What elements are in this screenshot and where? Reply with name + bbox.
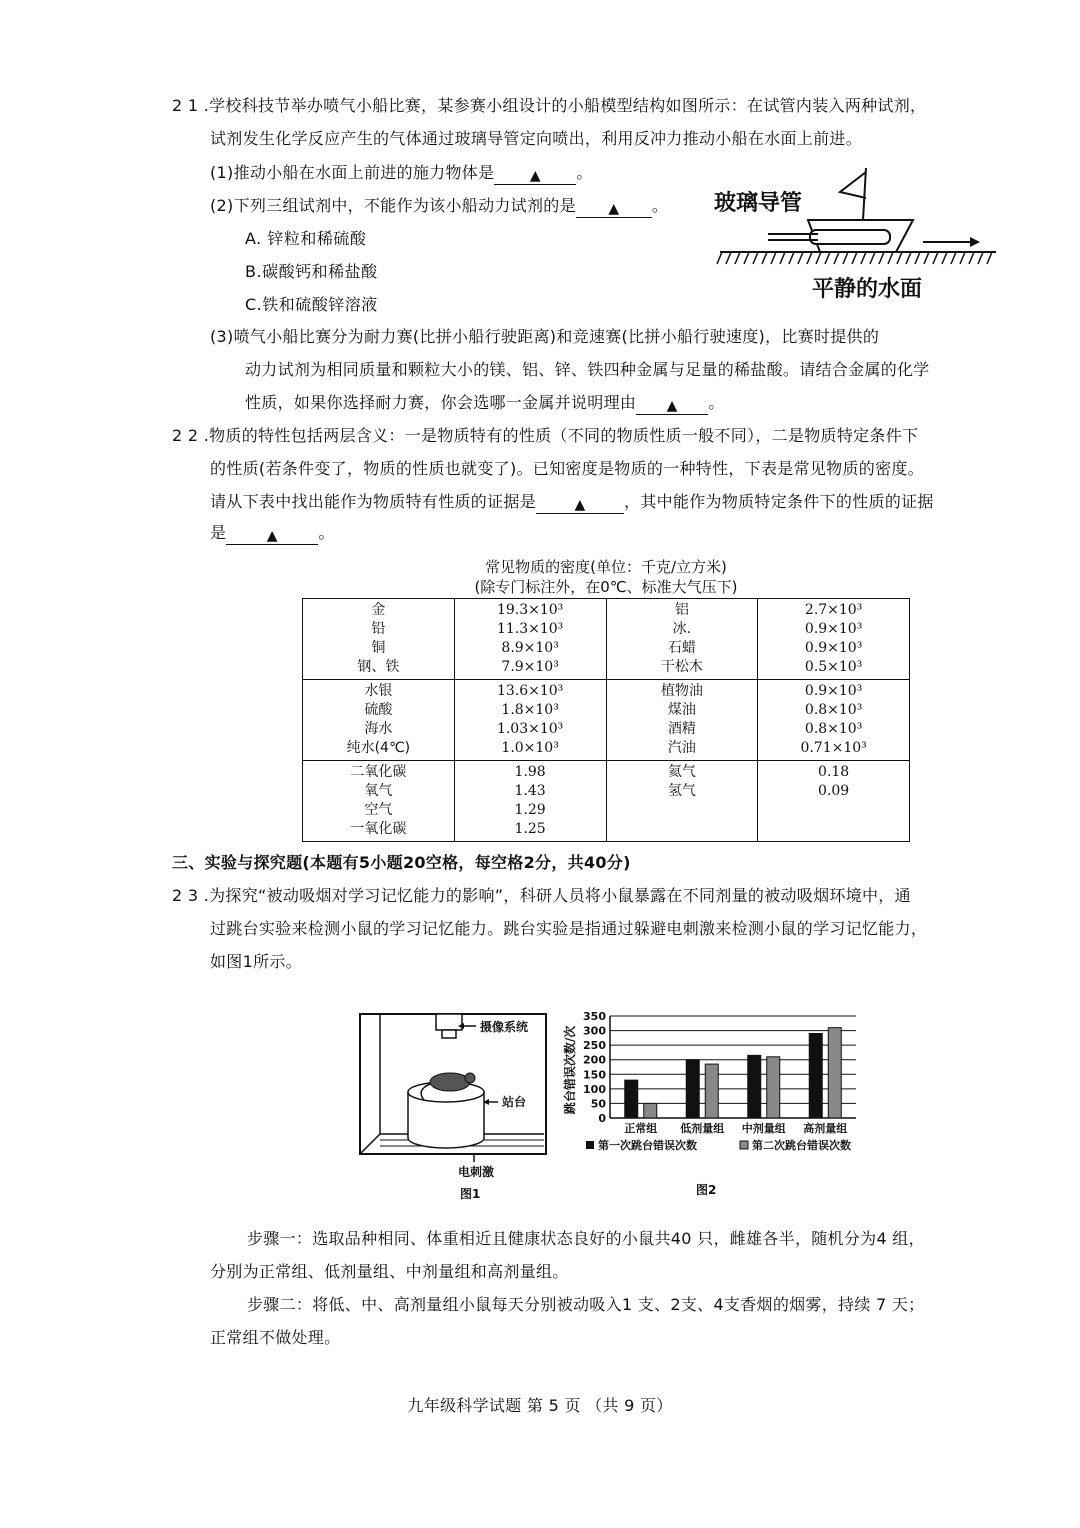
q21-part-1	[210, 162, 593, 185]
chart-x-ticks	[624, 1121, 847, 1135]
legend-first-jump: 第一次跳台错误次数	[598, 1139, 697, 1152]
platform-label: 站台	[502, 1095, 527, 1109]
bar-second-jump	[828, 1028, 841, 1118]
blank-triangle-icon: ▲	[529, 168, 541, 184]
density-block-3	[303, 761, 910, 842]
boat-hull-icon	[768, 220, 913, 252]
bar-first-jump	[686, 1060, 699, 1118]
names-col: 水银 硫酸 海水 纯水(4℃)	[303, 680, 455, 761]
answer-blank[interactable]	[226, 524, 318, 545]
q21-option-c: C.铁和硫酸锌溶液	[245, 295, 378, 314]
values-col: 19.3×10³ 11.3×10³ 8.9×10³ 7.9×10³	[454, 599, 606, 680]
values-col: 1.98 1.43 1.29 1.25	[454, 761, 606, 842]
chart-x-tick-label: 低剂量组	[680, 1122, 725, 1135]
names-col: 铝 冰. 石蜡 干松木	[606, 599, 758, 680]
q22-line-3-text-a: 请从下表中找出能作为物质特有性质的证据是	[210, 492, 537, 511]
chart-y-tick-label: 200	[583, 1053, 606, 1067]
q21-option-b: B.碳酸钙和稀盐酸	[245, 262, 378, 281]
legend-swatch-second	[740, 1141, 748, 1149]
q21-part-3-line-2: 动力试剂为相同质量和颗粒大小的镁、铝、锌、铁四种金属与足量的稀盐酸。请结合金属的化学	[245, 360, 930, 379]
figure-2-caption: 图2	[696, 1183, 717, 1197]
chart-x-tick-label: 中剂量组	[741, 1122, 786, 1135]
names-col: 植物油 煤油 酒精 汽油	[606, 680, 758, 761]
water-surface-icon	[717, 252, 996, 264]
answer-blank[interactable]	[536, 493, 624, 514]
page-footer: 九年级科学试题 第 5 页 （共 9 页）	[407, 1396, 673, 1415]
figure-1-caption: 图1	[460, 1187, 481, 1201]
q21-part-3-line-1: (3)喷气小船比赛分为耐力赛(比拼小船行驶距离)和竞速赛(比拼小船行驶速度)，比赛时提供的	[210, 327, 880, 346]
q21-part-1-text: (1)推动小船在水面上前进的施力物体是	[210, 163, 495, 182]
answer-blank[interactable]	[576, 197, 652, 218]
period: 。	[651, 196, 669, 215]
shock-label: 电刺激	[458, 1165, 495, 1179]
figure-1-jump-platform	[358, 1010, 558, 1206]
names-col: 二氧化碳 氧气 空气 一氧化碳	[303, 761, 455, 842]
names-col: 金 铅 铜 钢、铁	[303, 599, 455, 680]
period: 。	[318, 523, 335, 542]
density-block-2	[303, 680, 910, 761]
q22-line-4-text: 是	[210, 523, 227, 542]
q21-line-1: 2 1 .学校科技节举办喷气小船比赛，某参赛小组设计的小船模型结构如图所示：在试管内装入两种试剂，	[172, 96, 927, 115]
q23-step-2-line-2: 正常组不做处理。	[210, 1328, 341, 1347]
answer-blank[interactable]	[494, 164, 576, 185]
bar-second-jump	[767, 1057, 780, 1118]
blank-triangle-icon: ▲	[574, 497, 586, 513]
q22-line-1: 2 2 .物质的特性包括两层含义：一是物质特有的性质（不同的物质性质一般不同），二是物质特定条件下	[172, 426, 919, 445]
q21-line-2: 试剂发生化学反应产生的气体通过玻璃导管定向喷出，利用反冲力推动小船在水面上前进。	[210, 129, 863, 148]
chart-y-tick-label: 50	[590, 1097, 606, 1111]
density-block-1	[303, 599, 910, 680]
answer-blank[interactable]	[636, 394, 708, 415]
q23-step-1-line-1: 步骤一：选取品种相同、体重相近且健康状态良好的小鼠共40 只，雌雄各半，随机分为4 组，	[247, 1229, 925, 1248]
chart-y-tick-label: 0	[598, 1112, 606, 1125]
chart-y-ticks	[583, 1010, 606, 1125]
boat-figure	[708, 168, 1008, 308]
chart-y-tick-label: 250	[583, 1039, 606, 1053]
legend-swatch-first	[586, 1141, 594, 1149]
q21-part-2-text: (2)下列三组试剂中，不能作为该小船动力试剂的是	[210, 196, 576, 215]
values-col: 13.6×10³ 1.8×10³ 1.03×10³ 1.0×10³	[454, 680, 606, 761]
bar-first-jump	[809, 1033, 822, 1118]
figure-2-bar-chart	[560, 1004, 890, 1206]
names-col: 氦气 氢气	[606, 761, 758, 842]
bar-first-jump	[748, 1055, 761, 1118]
q21-part-2	[210, 195, 668, 218]
legend-second-jump: 第二次跳台错误次数	[752, 1139, 851, 1152]
q23-step-2-line-1: 步骤二：将低、中、高剂量组小鼠每天分别被动吸入1 支、2支、4支香烟的烟雾，持续 7 天；	[247, 1295, 925, 1314]
q22-line-3	[210, 491, 934, 514]
period: 。	[576, 163, 593, 182]
chart-legend	[586, 1138, 851, 1152]
q21-part-3-text: 性质，如果你选择耐力赛，你会选哪一金属并说明理由	[245, 393, 637, 412]
q23-line-3: 如图1所示。	[210, 952, 302, 971]
motion-arrow-icon	[923, 237, 980, 247]
density-table-title: 常见物质的密度(单位：千克/立方米)	[485, 558, 727, 576]
q22-line-2: 的性质(若条件变了，物质的性质也就变了)。已知密度是物质的一种特性，下表是常见物质的密度。	[210, 459, 924, 478]
chart-y-tick-label: 150	[583, 1068, 606, 1082]
q21-option-a: A. 锌粒和稀硫酸	[245, 229, 367, 248]
chart-y-tick-label: 350	[583, 1010, 606, 1023]
chart-x-tick-label: 高剂量组	[803, 1122, 848, 1135]
boat-sail-icon	[840, 168, 866, 220]
q21-part-3-line-3	[245, 392, 725, 415]
bar-second-jump	[644, 1103, 657, 1118]
q23-line-1: 2 3 .为探究“被动吸烟对学习记忆能力的影响”，科研人员将小鼠暴露在不同剂量的被动吸烟环境中，通	[172, 886, 911, 905]
q23-step-1-line-2: 分别为正常组、低剂量组、中剂量组和高剂量组。	[210, 1262, 569, 1281]
blank-triangle-icon: ▲	[266, 528, 278, 544]
bar-second-jump	[705, 1064, 718, 1118]
chart-x-tick-label: 正常组	[624, 1122, 658, 1135]
values-col: 2.7×10³ 0.9×10³ 0.9×10³ 0.5×10³	[758, 599, 910, 680]
chart-y-axis-label: 跳台错误次数/次	[563, 1025, 577, 1115]
blank-triangle-icon: ▲	[608, 201, 620, 217]
camera-label: 摄像系统	[480, 1020, 529, 1034]
blank-triangle-icon: ▲	[666, 398, 678, 414]
bar-first-jump	[625, 1080, 638, 1118]
water-surface-label: 平静的水面	[812, 277, 923, 302]
density-table	[302, 598, 910, 842]
values-col: 0.9×10³ 0.8×10³ 0.8×10³ 0.71×10³	[758, 680, 910, 761]
values-col: 0.18 0.09	[758, 761, 910, 842]
density-table-subtitle: (除专门标注外，在0℃、标准大气压下)	[474, 578, 738, 596]
q22-line-4	[210, 522, 335, 545]
period: 。	[708, 393, 725, 412]
chart-bars	[625, 1028, 842, 1118]
section-3-title: 三、实验与探究题(本题有5小题20空格，每空格2分，共40分)	[172, 853, 631, 872]
q23-line-2: 过跳台实验来检测小鼠的学习记忆能力。跳台实验是指通过躲避电刺激来检测小鼠的学习记忆能力，	[210, 919, 928, 938]
glass-tube-label: 玻璃导管	[714, 191, 803, 216]
chart-y-tick-label: 300	[583, 1024, 606, 1038]
chart-y-tick-label: 100	[583, 1082, 606, 1096]
q22-line-3-text-b: ，其中能作为物质特定条件下的性质的证据	[624, 492, 934, 511]
